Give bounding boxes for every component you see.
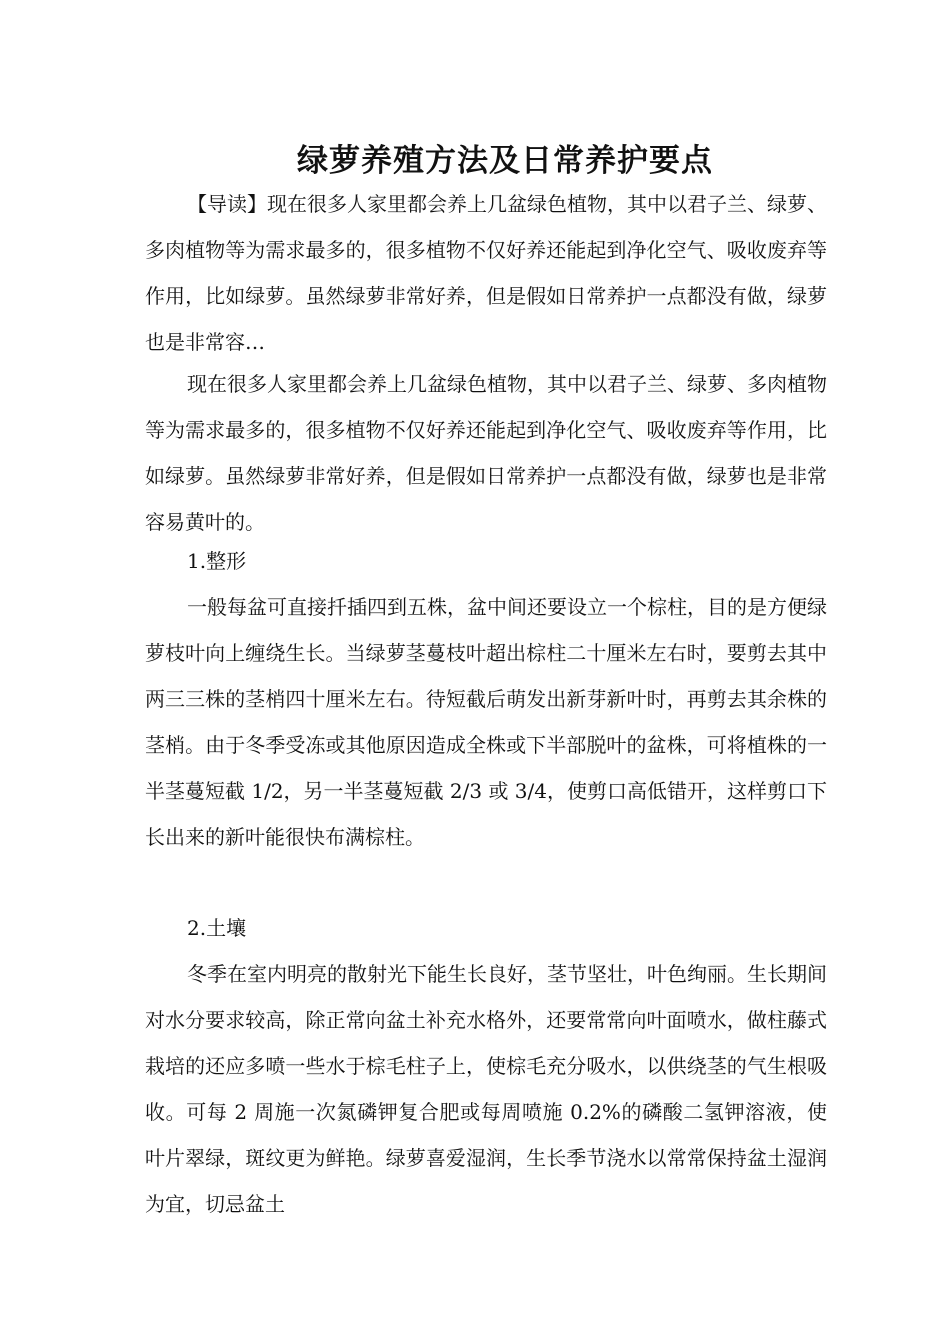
- intro-paragraph: 【导读】现在很多人家里都会养上几盆绿色植物，其中以君子兰、绿萝、多肉植物等为需求最多的，很多植物不仅好养还能起到净化空气、吸收废弃等作用，比如绿萝。虽然绿萝非常好养，但是假如日常养护一点都没有做，绿萝也是非常容…: [145, 192, 827, 354]
- body-paragraph-1: 现在很多人家里都会养上几盆绿色植物，其中以君子兰、绿萝、多肉植物等为需求最多的，很多植物不仅好养还能起到净化空气、吸收废弃等作用，比如绿萝。虽然绿萝非常好养，但是假如日常养护一点都没有做，绿萝也是非常容易黄叶的。: [145, 372, 827, 534]
- section-heading-2: 2.土壤: [187, 916, 247, 940]
- body-paragraph-2: 一般每盆可直接扦插四到五株，盆中间还要设立一个棕柱，目的是方便绿萝枝叶向上缠绕生长。当绿萝茎蔓枝叶超出棕柱二十厘米左右时，要剪去其中两三三株的茎梢四十厘米左右。待短截后萌发出新芽新叶时，再剪去其余株的茎梢。由于冬季受冻或其他原因造成全株或下半部脱叶的盆株，可将植株的一半茎蔓短截 1/2，另一半茎蔓短截 2/3 或 3/4，使剪口高低错开，这样剪口下长出来的新叶能很快布满棕柱。: [145, 595, 827, 849]
- section-heading-1: 1.整形: [187, 549, 247, 573]
- document-title: 绿萝养殖方法及日常养护要点: [297, 142, 713, 179]
- body-paragraph-3: 冬季在室内明亮的散射光下能生长良好，茎节坚壮，叶色绚丽。生长期间对水分要求较高，除正常向盆土补充水格外，还要常常向叶面喷水，做柱藤式栽培的还应多喷一些水于棕毛柱子上，使棕毛充分吸水，以供绕茎的气生根吸收。可每 2 周施一次氮磷钾复合肥或每周喷施 0.2%的磷酸二氢钾溶液，使叶片翠绿，斑纹更为鲜艳。绿萝喜爱湿润，生长季节浇水以常常保持盆土湿润为宜，切忌盆土: [145, 962, 827, 1216]
